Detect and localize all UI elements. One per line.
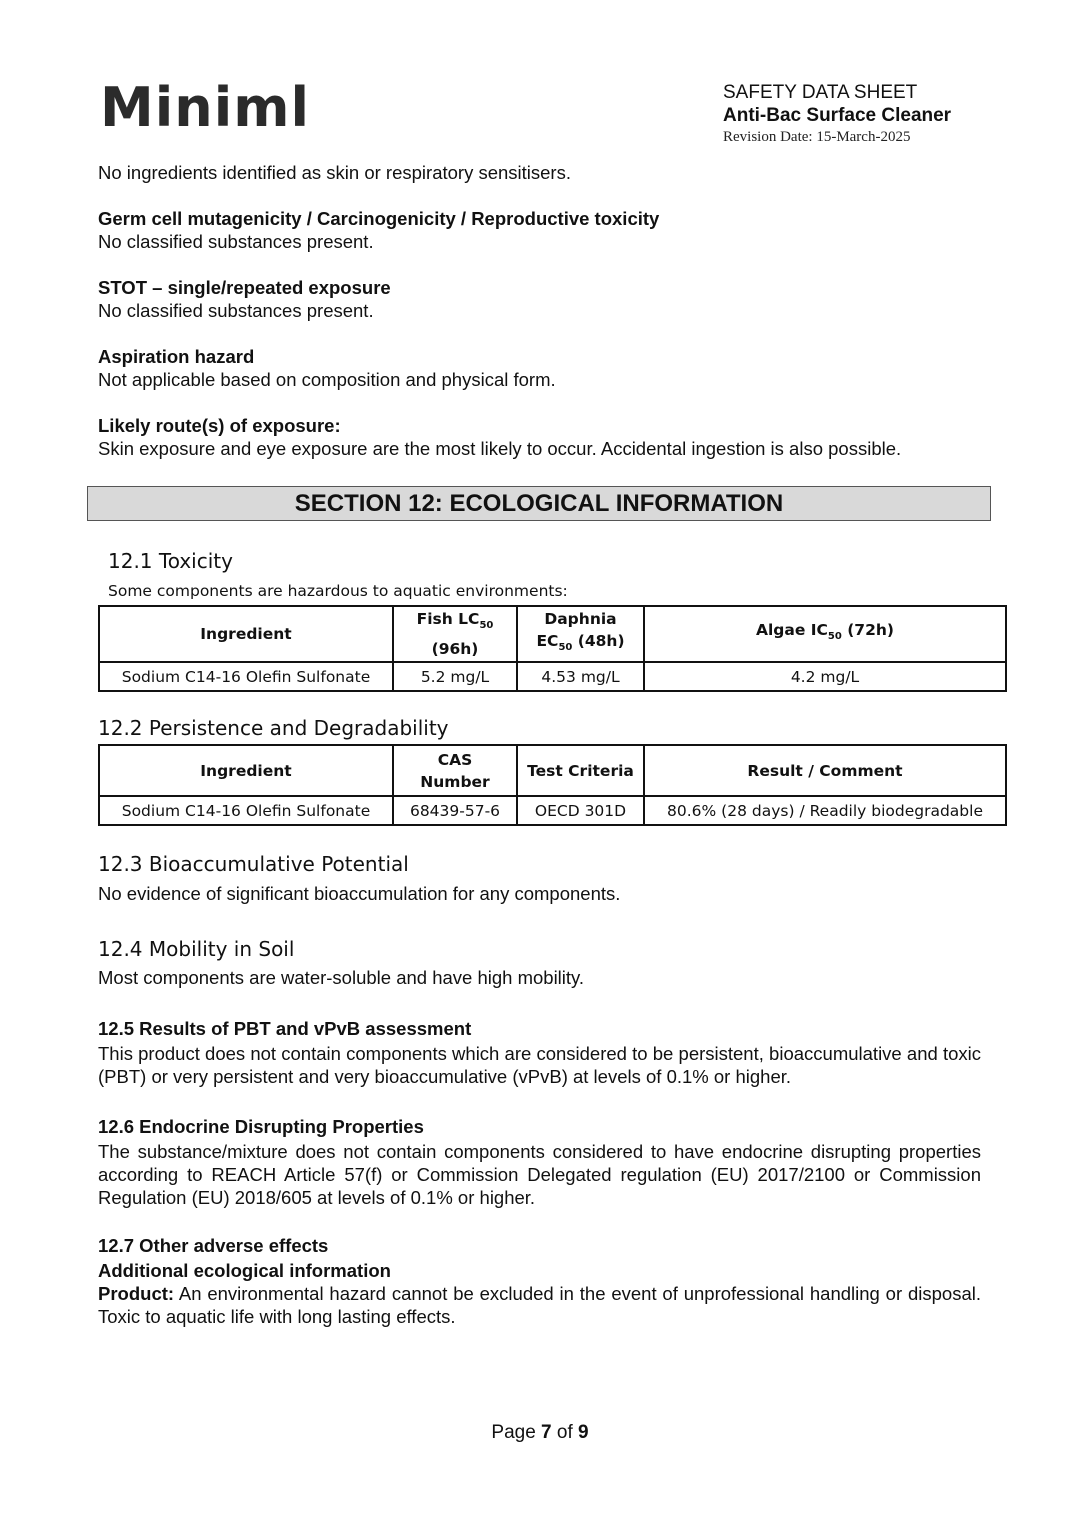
cell-cas: 68439-57-6 [393,796,517,825]
table-row [99,796,1006,825]
col-cas: CAS Number [393,745,517,796]
intro-line: No ingredients identified as skin or respiratory sensitisers. [98,162,571,183]
other-effects-heading: 12.7 Other adverse effects [98,1235,329,1256]
col-test: Test Criteria [517,745,644,796]
product-statement: An environmental hazard cannot be excluded in the event of unprofessional handling or disposal. Toxic to aquatic life with long lasting effects. [98,1283,981,1327]
product-text [98,1282,981,1328]
pbt-heading: 12.5 Results of PBT and vPvB assessment [98,1018,472,1039]
exposure-heading: Likely route(s) of exposure: [98,415,341,436]
doc-type: SAFETY DATA SHEET [723,82,918,103]
product-name: Anti-Bac Surface Cleaner [723,105,952,126]
col-fish: Fish $LC_{50}$ (96h) [393,606,517,662]
col-ingredient: Ingredient [99,745,393,796]
revision-date: Revision Date: 15-March-2025 [723,129,911,145]
col-ingredient: Ingredient [99,606,393,662]
product-label: Product: [98,1283,175,1304]
endocrine-heading: 12.6 Endocrine Disrupting Properties [98,1116,424,1137]
aspiration-heading: Aspiration hazard [98,346,255,367]
endocrine-text: The substance/mixture does not contain components considered to have endocrine disrupting properties according to REACH Article 57(f) or Commission Delegated regulation (EU) 2017/2100 or Commission Regulation (EU) 2018/605 at levels of 0.1% or higher. [98,1141,981,1208]
germ-cell-heading: Germ cell mutagenicity / Carcinogenicity / Reproductive toxicity [98,208,660,229]
pbt-text: This product does not contain components which are considered to be persistent, bioaccumulative and toxic (PBT) or very persistent and very bioaccumulative (vPvB) at levels of 0.1% or higher. [98,1043,981,1087]
cell-test: OECD 301D [517,796,644,825]
stot-text: No classified substances present. [98,300,374,321]
mobility-heading: 12.4 Mobility in Soil [98,937,295,961]
company-logo: Miniml [100,76,310,139]
aspiration-text: Not applicable based on composition and physical form. [98,369,556,390]
stot-heading: STOT – single/repeated exposure [98,277,391,298]
germ-cell-text: No classified substances present. [98,231,374,252]
additional-info-heading: Additional ecological information [98,1260,391,1281]
section-12-title: SECTION 12: ECOLOGICAL INFORMATION [87,486,991,521]
col-daphnia: Daphnia $EC_{50}$ (48h) [517,606,644,662]
toxicity-table [98,605,1007,692]
table-header-row [99,606,1006,662]
mobility-text: Most components are water-soluble and have high mobility. [98,967,585,988]
persistence-table [98,744,1007,826]
col-algae: Algae $IC_{50}$ (72h) [644,606,1006,662]
table-row [99,662,1006,691]
toxicity-note: Some components are hazardous to aquatic environments: [108,582,568,600]
page-number: Page 7 of 9 [491,1422,589,1443]
cell-daphnia: 4.53 mg/L [517,662,644,691]
bioaccumulative-text: No evidence of significant bioaccumulation for any components. [98,883,621,904]
exposure-text: Skin exposure and eye exposure are the most likely to occur. Accidental ingestion is also possible. [98,438,902,459]
cell-ingredient: Sodium C14-16 Olefin Sulfonate [99,796,393,825]
table-header-row [99,745,1006,796]
col-result: Result / Comment [644,745,1006,796]
persistence-heading: 12.2 Persistence and Degradability [98,716,449,740]
cell-result: 80.6% (28 days) / Readily biodegradable [644,796,1006,825]
toxicity-heading: 12.1 Toxicity [108,549,233,573]
cell-fish: 5.2 mg/L [393,662,517,691]
cell-algae: 4.2 mg/L [644,662,1006,691]
bioaccumulative-heading: 12.3 Bioaccumulative Potential [98,852,409,876]
cell-ingredient: Sodium C14-16 Olefin Sulfonate [99,662,393,691]
